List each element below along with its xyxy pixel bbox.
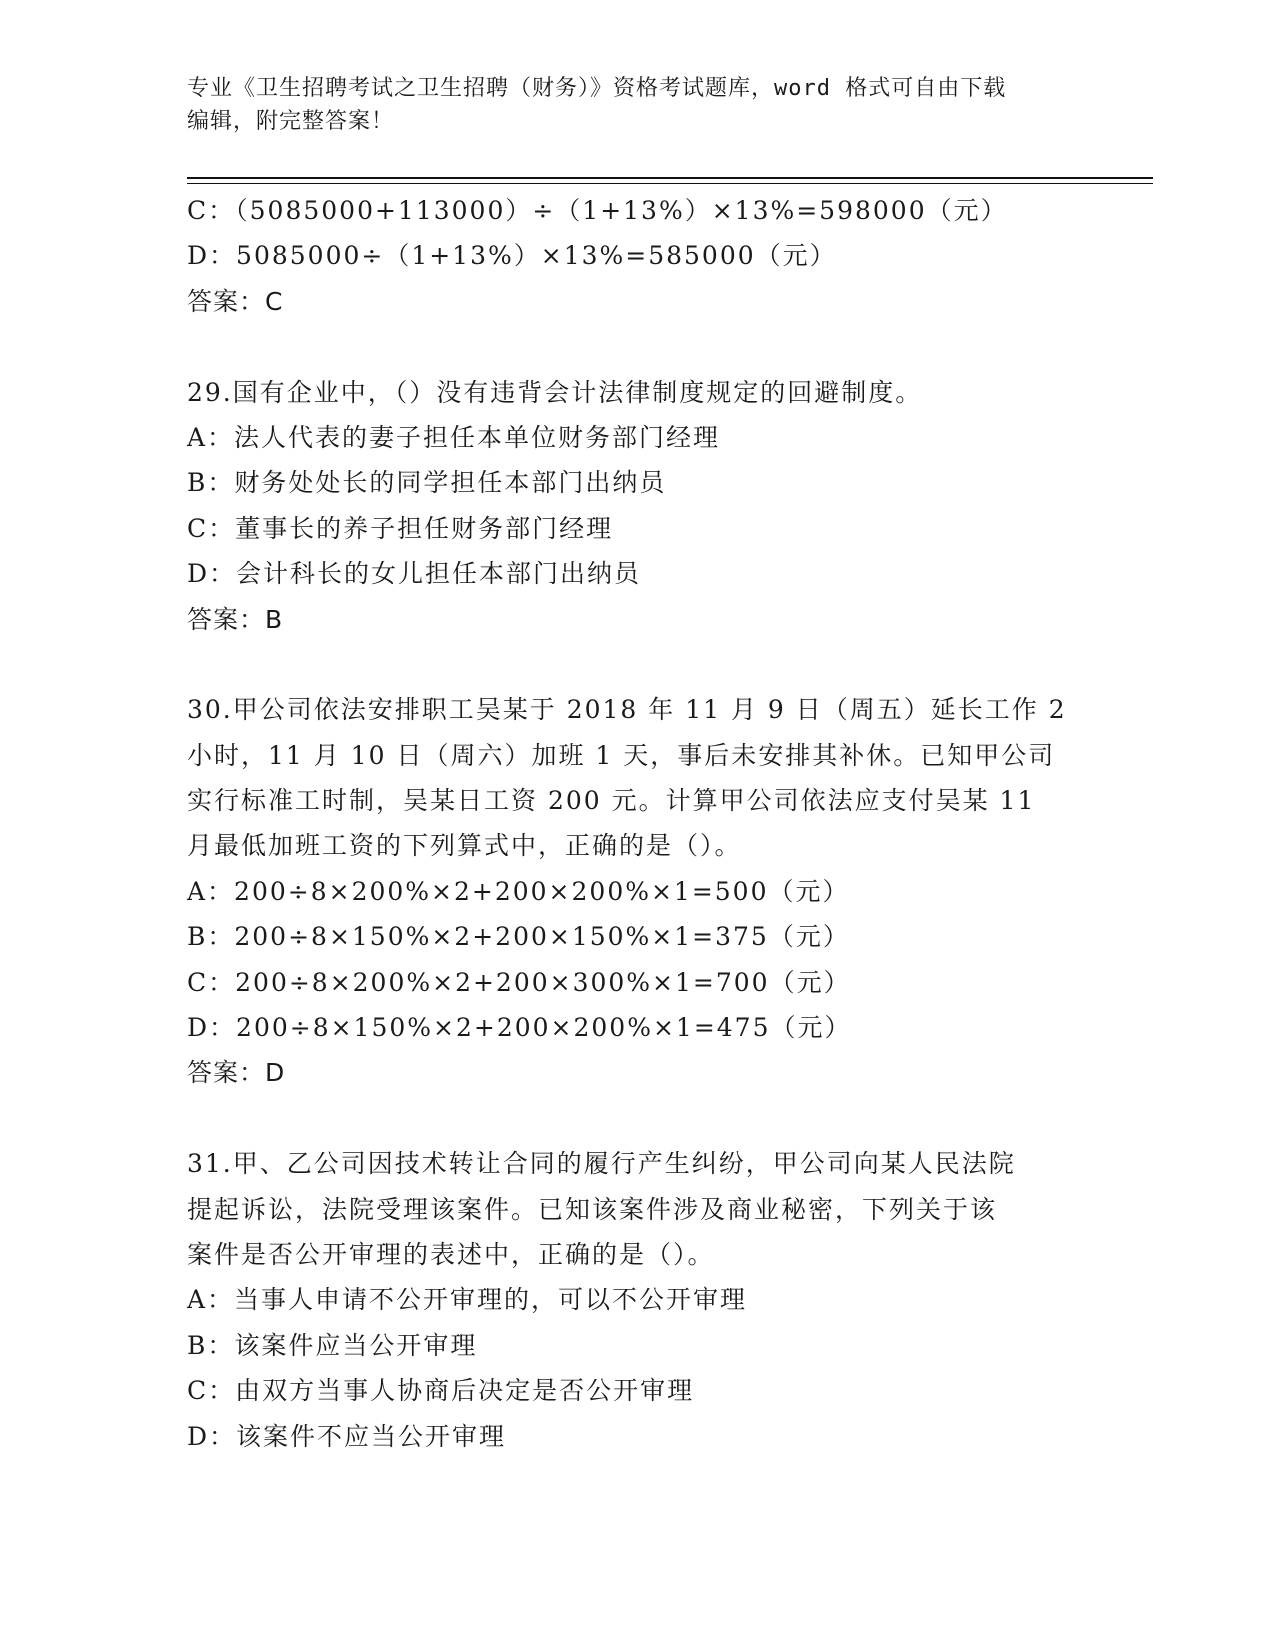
question-28-continued xyxy=(187,188,1087,324)
question-stem-line: 30.甲公司依法安排职工吴某于 2018 年 11 月 9 日（周五）延长工作 2 xyxy=(187,695,1067,725)
document-body xyxy=(187,188,1087,1459)
question-stem-line: 案件是否公开审理的表述中，正确的是（）。 xyxy=(187,1239,715,1269)
option-a: A：法人代表的妻子担任本单位财务部门经理 xyxy=(187,422,721,452)
option-c: C：200÷8×200%×2+200×300%×1=700（元） xyxy=(187,967,851,997)
header-line-1: 专业《卫生招聘考试之卫生招聘（财务）》资格考试题库，word 格式可自由下载 xyxy=(187,76,1007,101)
question-30 xyxy=(187,687,1087,1096)
option-a: A：当事人申请不公开审理的，可以不公开审理 xyxy=(187,1285,748,1315)
header-rule-thin xyxy=(187,183,1153,184)
question-29 xyxy=(187,370,1087,642)
header-rule-thick xyxy=(187,177,1153,179)
question-stem-line: 实行标准工时制，吴某日工资 200 元。计算甲公司依法应支付吴某 11 xyxy=(187,786,1036,816)
option-d: D：会计科长的女儿担任本部门出纳员 xyxy=(187,559,642,589)
option-d: D：200÷8×150%×2+200×200%×1=475（元） xyxy=(187,1013,852,1043)
question-stem-line: 小时，11 月 10 日（周六）加班 1 天，事后未安排其补休。已知甲公司 xyxy=(187,740,1056,770)
option-b: B：财务处处长的同学担任本部门出纳员 xyxy=(187,468,667,498)
option-b: B：200÷8×150%×2+200×150%×1=375（元） xyxy=(187,922,850,952)
question-stem: 29.国有企业中，（）没有违背会计法律制度规定的回避制度。 xyxy=(187,377,923,407)
question-stem-line: 提起诉讼，法院受理该案件。已知该案件涉及商业秘密，下列关于该 xyxy=(187,1194,998,1224)
option-c: C：由双方当事人协商后决定是否公开审理 xyxy=(187,1376,695,1406)
option-b: B：该案件应当公开审理 xyxy=(187,1330,478,1360)
option-a: A：200÷8×200%×2+200×200%×1=500（元） xyxy=(187,876,850,906)
question-31 xyxy=(187,1141,1087,1459)
option-c: C：董事长的养子担任财务部门经理 xyxy=(187,513,614,543)
answer: 答案：D xyxy=(187,1058,286,1088)
option-d: D：该案件不应当公开审理 xyxy=(187,1421,507,1451)
option-c: C：（5085000+113000）÷（1+13%）×13%=598000（元） xyxy=(187,196,1008,225)
question-stem-line: 月最低加班工资的下列算式中，正确的是（）。 xyxy=(187,831,742,861)
question-stem-line: 31.甲、乙公司因技术转让合同的履行产生纠纷，甲公司向某人民法院 xyxy=(187,1149,1016,1179)
document-header xyxy=(187,72,1087,138)
option-d: D：5085000÷（1+13%）×13%=585000（元） xyxy=(187,241,837,271)
header-line-2: 编辑，附完整答案！ xyxy=(187,109,395,134)
answer: 答案：C xyxy=(187,286,284,316)
answer: 答案：B xyxy=(187,604,284,634)
